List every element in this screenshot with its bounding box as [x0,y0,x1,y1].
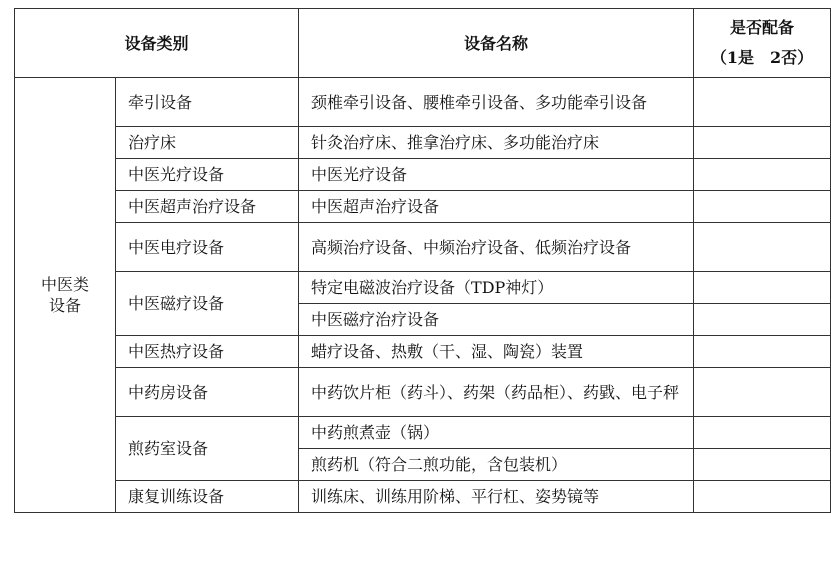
equipped-cell[interactable] [694,417,831,449]
equipped-cell[interactable] [694,449,831,481]
equipped-cell[interactable] [694,368,831,417]
equipped-cell[interactable] [694,272,831,304]
group-label-line2: 设备 [48,296,81,315]
subcategory-cell: 中医电疗设备 [116,223,299,272]
header-category: 设备类别 [15,9,299,78]
header-equipped [694,9,831,78]
equipment-name-cell: 针灸治疗床、推拿治疗床、多功能治疗床 [299,127,694,159]
equipment-name-cell: 颈椎牵引设备、腰椎牵引设备、多功能牵引设备 [299,78,694,127]
equipped-cell[interactable] [694,191,831,223]
header-name: 设备名称 [299,9,694,78]
table-row [15,223,831,272]
table-row [15,368,831,417]
subcategory-cell: 治疗床 [116,127,299,159]
equipped-cell[interactable] [694,304,831,336]
subcategory-cell: 中药房设备 [116,368,299,417]
equipment-name-cell: 中药煎煮壶（锅） [299,417,694,449]
table-row [15,417,831,449]
table-row [15,336,831,368]
equipment-name-cell: 中医光疗设备 [299,159,694,191]
equipment-table [14,8,831,513]
subcategory-cell: 中医磁疗设备 [116,272,299,336]
equipment-name-cell: 中医磁疗治疗设备 [299,304,694,336]
subcategory-cell: 煎药室设备 [116,417,299,481]
equipment-name-cell: 煎药机（符合二煎功能，含包装机） [299,449,694,481]
table-row [15,127,831,159]
equipped-cell[interactable] [694,336,831,368]
table-row [15,272,831,304]
table-row [15,481,831,513]
equipped-cell[interactable] [694,159,831,191]
group-label [15,78,116,513]
equipped-cell[interactable] [694,127,831,159]
equipment-name-cell: 高频治疗设备、中频治疗设备、低频治疗设备 [299,223,694,272]
equipment-name-cell: 中药饮片柜（药斗）、药架（药品柜）、药戥、电子秤 [299,368,694,417]
group-label-line1: 中医类 [40,275,89,294]
table-row [15,191,831,223]
equipped-cell[interactable] [694,481,831,513]
subcategory-cell: 中医热疗设备 [116,336,299,368]
equipped-cell[interactable] [694,78,831,127]
equipment-name-cell: 训练床、训练用阶梯、平行杠、姿势镜等 [299,481,694,513]
subcategory-cell: 中医超声治疗设备 [116,191,299,223]
header-equipped-line1: 是否配备 [730,18,795,37]
table-row [15,159,831,191]
subcategory-cell: 中医光疗设备 [116,159,299,191]
subcategory-cell: 牵引设备 [116,78,299,127]
header-equipped-line2: （1是 2否） [710,48,814,67]
equipment-name-cell: 蜡疗设备、热敷（干、湿、陶瓷）装置 [299,336,694,368]
equipment-name-cell: 中医超声治疗设备 [299,191,694,223]
header-row [15,9,831,78]
table-row [15,78,831,127]
equipped-cell[interactable] [694,223,831,272]
equipment-name-cell: 特定电磁波治疗设备（TDP神灯） [299,272,694,304]
subcategory-cell: 康复训练设备 [116,481,299,513]
